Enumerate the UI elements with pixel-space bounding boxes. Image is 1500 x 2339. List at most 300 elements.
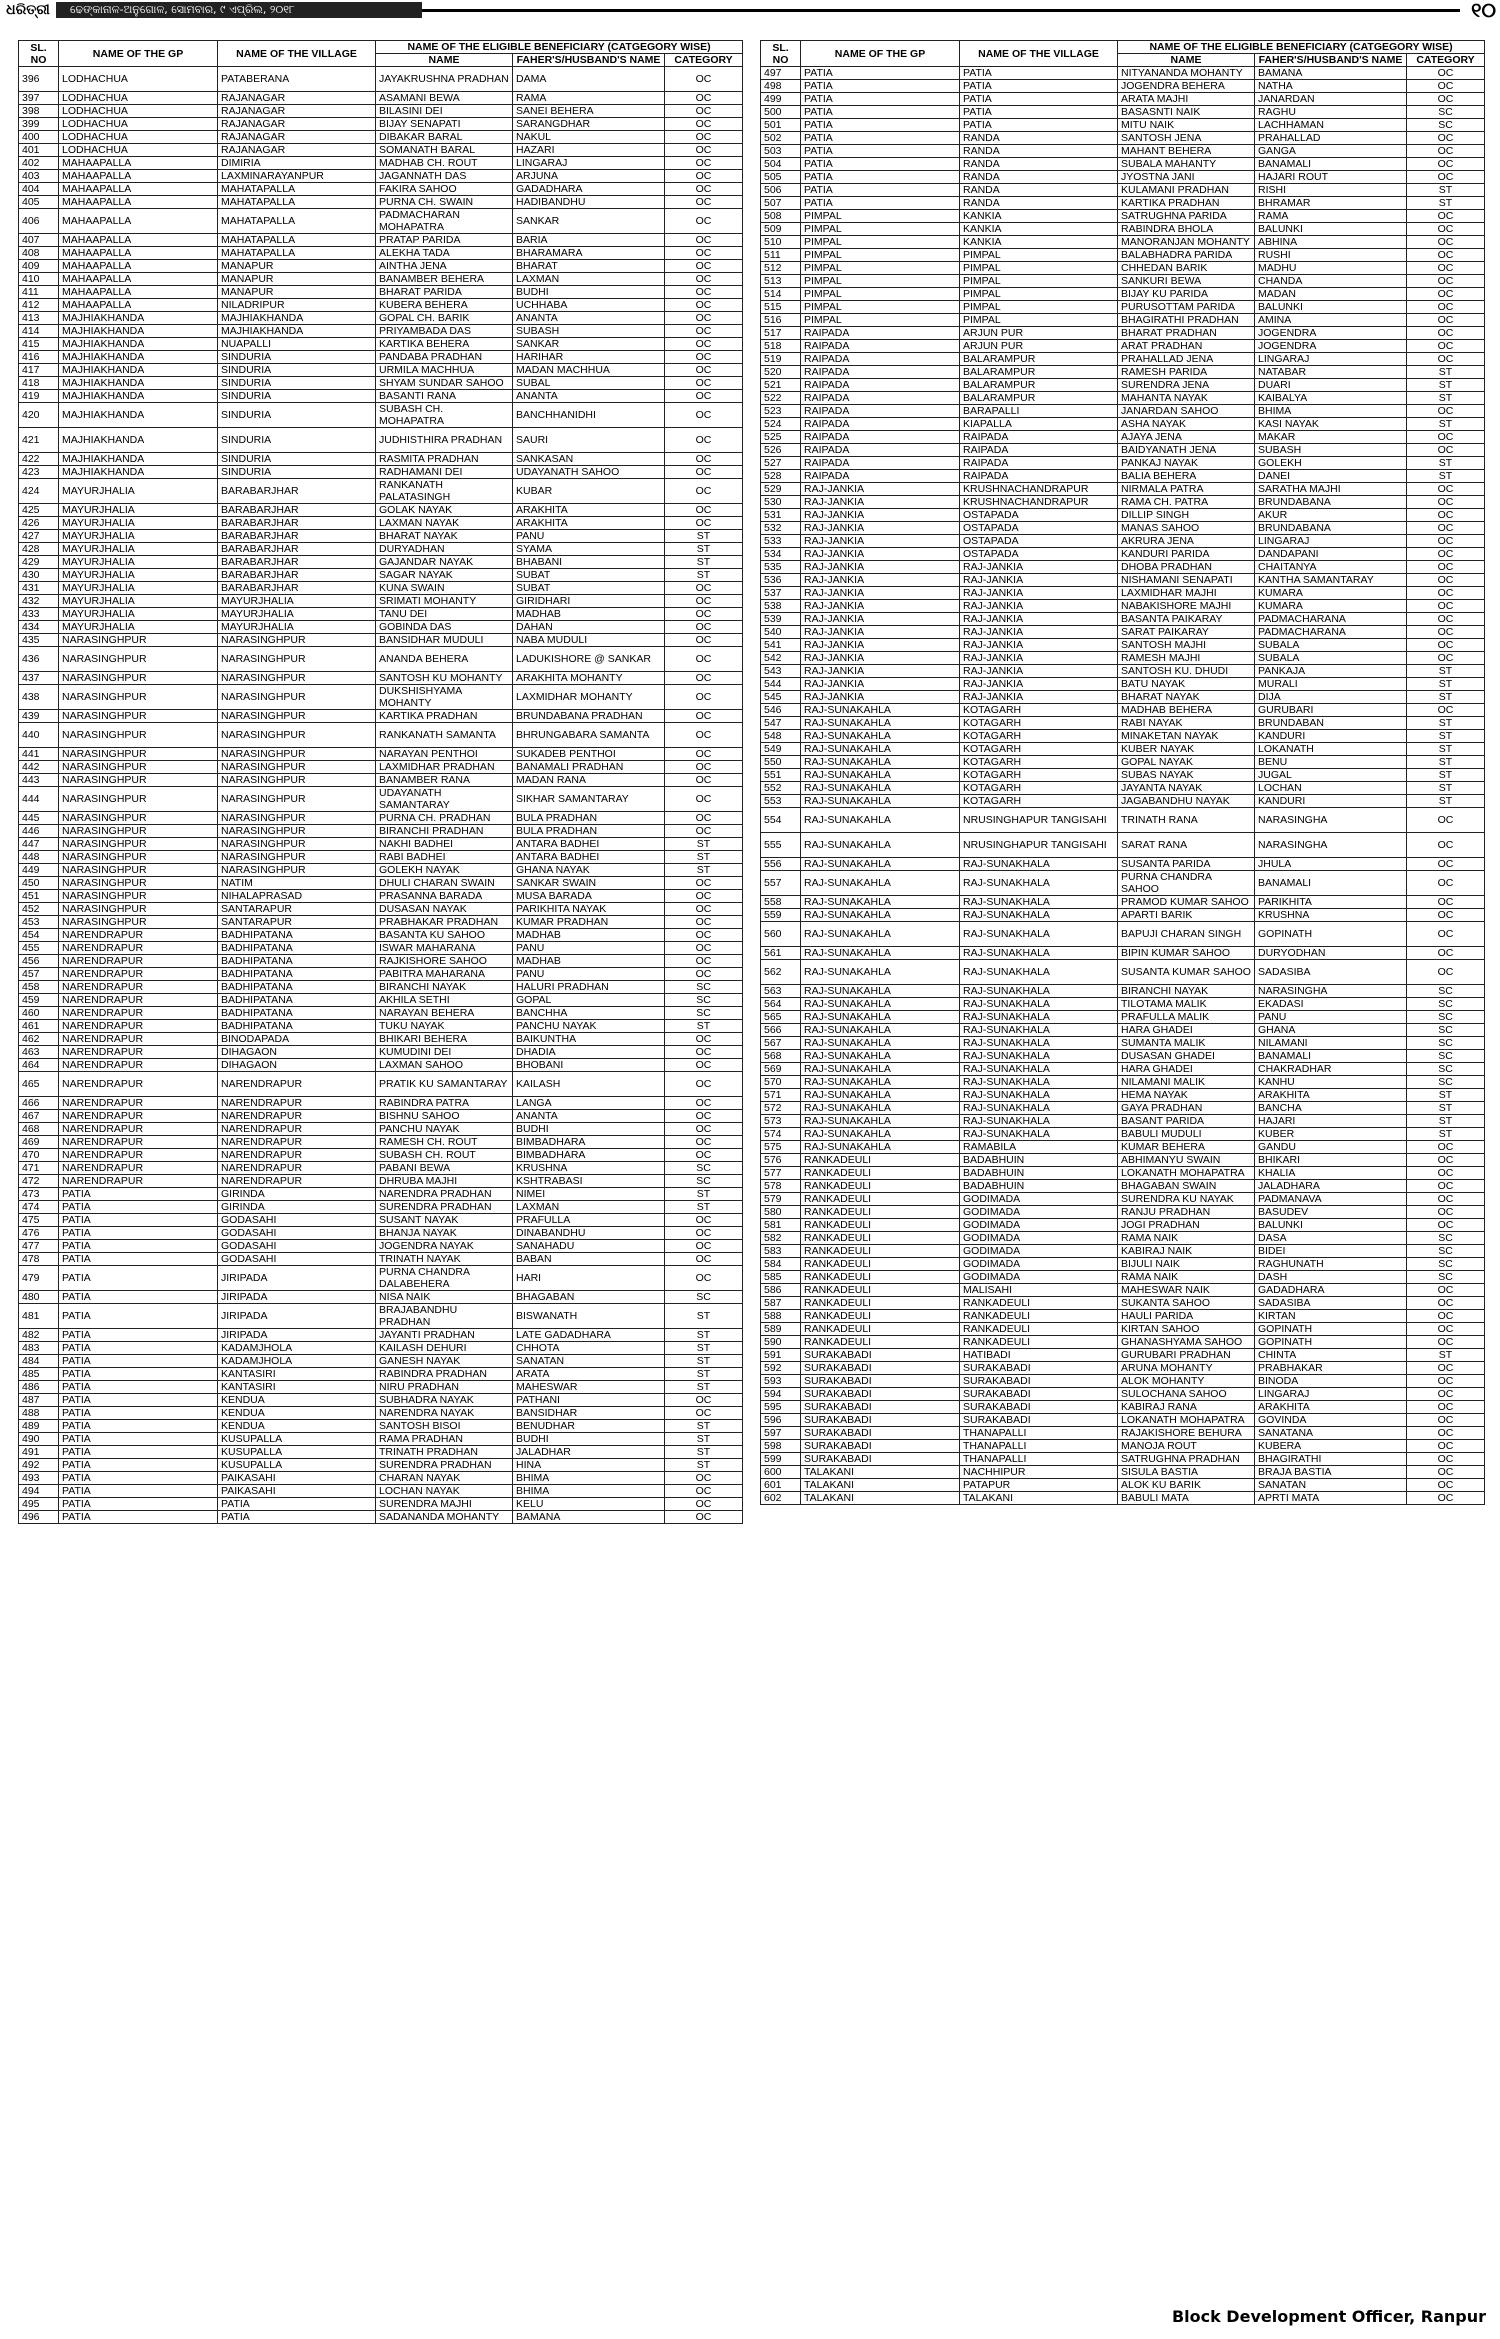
cell-sl-no: 496 <box>19 1511 59 1524</box>
cell-name: DHRUBA MAJHI <box>376 1175 513 1188</box>
cell-name: ARAT PRADHAN <box>1118 340 1255 353</box>
cell-sl-no: 417 <box>19 364 59 377</box>
cell-father-name: BRUNDABANA <box>1255 496 1407 509</box>
cell-father-name: BANCHHANIDHI <box>513 403 665 428</box>
cell-village: NARASINGHPUR <box>218 634 376 647</box>
cell-village: NARASINGHPUR <box>218 787 376 812</box>
cell-category: OC <box>665 504 743 517</box>
cell-village: RAJ-JANKIA <box>960 574 1118 587</box>
cell-father-name: PANKAJA <box>1255 665 1407 678</box>
cell-gp: RAIPADA <box>801 327 960 340</box>
cell-gp: PATIA <box>801 80 960 93</box>
cell-category: OC <box>665 247 743 260</box>
cell-father-name: BUDHI <box>513 1433 665 1446</box>
cell-village: MAYURJHALIA <box>218 595 376 608</box>
cell-category: OC <box>1407 947 1485 960</box>
cell-gp: NARASINGHPUR <box>59 723 218 748</box>
cell-sl-no: 566 <box>761 1024 801 1037</box>
cell-sl-no: 472 <box>19 1175 59 1188</box>
table-row <box>761 236 1485 249</box>
cell-category: ST <box>1407 470 1485 483</box>
cell-sl-no: 479 <box>19 1266 59 1291</box>
cell-gp: MAYURJHALIA <box>59 582 218 595</box>
cell-sl-no: 438 <box>19 685 59 710</box>
cell-category: OC <box>665 955 743 968</box>
cell-sl-no: 425 <box>19 504 59 517</box>
cell-sl-no: 556 <box>761 858 801 871</box>
table-row <box>19 556 743 569</box>
cell-category: SC <box>1407 1024 1485 1037</box>
table-row <box>761 626 1485 639</box>
cell-village: RANKADEULI <box>960 1336 1118 1349</box>
cell-name: JUDHISTHIRA PRADHAN <box>376 428 513 453</box>
cell-sl-no: 590 <box>761 1336 801 1349</box>
cell-village: MANAPUR <box>218 286 376 299</box>
cell-sl-no: 550 <box>761 756 801 769</box>
table-row <box>761 947 1485 960</box>
table-row <box>19 890 743 903</box>
cell-father-name: SUBASH <box>1255 444 1407 457</box>
cell-category: OC <box>1407 171 1485 184</box>
table-row <box>761 717 1485 730</box>
cell-village: GODASAHI <box>218 1240 376 1253</box>
cell-village: BARABARJHAR <box>218 556 376 569</box>
cell-father-name: BIMBADHARA <box>513 1136 665 1149</box>
cell-category: ST <box>1407 665 1485 678</box>
cell-father-name: BHIMA <box>1255 405 1407 418</box>
cell-father-name: PANU <box>1255 1011 1407 1024</box>
cell-sl-no: 419 <box>19 390 59 403</box>
cell-sl-no: 561 <box>761 947 801 960</box>
cell-sl-no: 576 <box>761 1154 801 1167</box>
cell-father-name: KELU <box>513 1498 665 1511</box>
cell-gp: PATIA <box>59 1394 218 1407</box>
cell-gp: PATIA <box>801 119 960 132</box>
cell-sl-no: 516 <box>761 314 801 327</box>
cell-sl-no: 456 <box>19 955 59 968</box>
cell-village: NARENDRAPUR <box>218 1136 376 1149</box>
cell-name: SUBHADRA NAYAK <box>376 1394 513 1407</box>
cell-father-name: RISHI <box>1255 184 1407 197</box>
cell-sl-no: 573 <box>761 1115 801 1128</box>
cell-gp: MAHAAPALLA <box>59 209 218 234</box>
cell-name: DUSASAN GHADEI <box>1118 1050 1255 1063</box>
table-row <box>19 1485 743 1498</box>
cell-father-name: DIJA <box>1255 691 1407 704</box>
cell-sl-no: 463 <box>19 1046 59 1059</box>
cell-village: KANKIA <box>960 210 1118 223</box>
cell-gp: SURAKABADI <box>801 1349 960 1362</box>
cell-father-name: NAKUL <box>513 131 665 144</box>
cell-sl-no: 593 <box>761 1375 801 1388</box>
cell-village: SURAKABADI <box>960 1362 1118 1375</box>
cell-sl-no: 476 <box>19 1227 59 1240</box>
cell-category: ST <box>1407 1115 1485 1128</box>
cell-village: MAYURJHALIA <box>218 621 376 634</box>
cell-category: OC <box>665 647 743 672</box>
cell-sl-no: 527 <box>761 457 801 470</box>
table-row <box>19 364 743 377</box>
cell-sl-no: 541 <box>761 639 801 652</box>
cell-sl-no: 523 <box>761 405 801 418</box>
cell-gp: MAYURJHALIA <box>59 543 218 556</box>
cell-name: NARAYAN PENTHOI <box>376 748 513 761</box>
cell-father-name: CHANDA <box>1255 275 1407 288</box>
cell-name: SURENDRA PRADHAN <box>376 1459 513 1472</box>
cell-father-name: UCHHABA <box>513 299 665 312</box>
cell-village: GODIMADA <box>960 1193 1118 1206</box>
cell-village: PATIA <box>960 106 1118 119</box>
cell-name: SANTOSH JENA <box>1118 132 1255 145</box>
cell-village: RAIPADA <box>960 431 1118 444</box>
cell-father-name: SUBAT <box>513 582 665 595</box>
cell-category: OC <box>1407 613 1485 626</box>
cell-father-name: HARI <box>513 1266 665 1291</box>
cell-father-name: GOPINATH <box>1255 1336 1407 1349</box>
cell-father-name: BHAGIRATHI <box>1255 1453 1407 1466</box>
cell-name: SUMANTA MALIK <box>1118 1037 1255 1050</box>
cell-category: OC <box>1407 1440 1485 1453</box>
cell-gp: PATIA <box>59 1472 218 1485</box>
cell-village: RAJ-SUNAKHALA <box>960 1115 1118 1128</box>
table-row <box>19 466 743 479</box>
cell-village: BARABARJHAR <box>218 530 376 543</box>
cell-category: SC <box>1407 1076 1485 1089</box>
cell-gp: NARENDRAPUR <box>59 1097 218 1110</box>
cell-village: NARASINGHPUR <box>218 761 376 774</box>
cell-village: GODIMADA <box>960 1232 1118 1245</box>
cell-name: PANCHU NAYAK <box>376 1123 513 1136</box>
th-category: CATEGORY <box>665 54 743 67</box>
table-row <box>19 247 743 260</box>
table-row <box>19 595 743 608</box>
cell-category: OC <box>665 916 743 929</box>
cell-father-name: CHHOTA <box>513 1342 665 1355</box>
cell-category: OC <box>665 273 743 286</box>
table-row <box>19 994 743 1007</box>
cell-sl-no: 545 <box>761 691 801 704</box>
cell-village: KENDUA <box>218 1394 376 1407</box>
cell-category: OC <box>665 877 743 890</box>
cell-gp: PIMPAL <box>801 236 960 249</box>
cell-category: OC <box>1407 210 1485 223</box>
cell-village: OSTAPADA <box>960 509 1118 522</box>
cell-sl-no: 509 <box>761 223 801 236</box>
table-row <box>19 723 743 748</box>
cell-father-name: LINGARAJ <box>1255 535 1407 548</box>
cell-village: RAJ-JANKIA <box>960 600 1118 613</box>
cell-name: ARATA MAJHI <box>1118 93 1255 106</box>
cell-sl-no: 401 <box>19 144 59 157</box>
table-row <box>761 985 1485 998</box>
cell-category: ST <box>665 1329 743 1342</box>
cell-gp: MAJHIAKHANDA <box>59 466 218 479</box>
cell-father-name: KANHU <box>1255 1076 1407 1089</box>
cell-category: OC <box>665 325 743 338</box>
table-row <box>761 1336 1485 1349</box>
cell-village: OSTAPADA <box>960 548 1118 561</box>
cell-village: PIMPAL <box>960 314 1118 327</box>
cell-sl-no: 437 <box>19 672 59 685</box>
cell-father-name: PANU <box>513 942 665 955</box>
cell-category: OC <box>1407 574 1485 587</box>
cell-village: BADHIPATANA <box>218 942 376 955</box>
cell-name: ANANDA BEHERA <box>376 647 513 672</box>
cell-category: ST <box>1407 678 1485 691</box>
table-row <box>19 1110 743 1123</box>
cell-father-name: CHAITANYA <box>1255 561 1407 574</box>
cell-name: JAYAKRUSHNA PRADHAN <box>376 67 513 92</box>
table-row <box>19 1046 743 1059</box>
table-row <box>19 1498 743 1511</box>
cell-father-name: MAHESWAR <box>513 1381 665 1394</box>
cell-gp: NARASINGHPUR <box>59 685 218 710</box>
cell-sl-no: 420 <box>19 403 59 428</box>
cell-village: THANAPALLI <box>960 1427 1118 1440</box>
table-row <box>761 1453 1485 1466</box>
cell-village: RAJ-JANKIA <box>960 561 1118 574</box>
cell-sl-no: 536 <box>761 574 801 587</box>
cell-gp: PIMPAL <box>801 210 960 223</box>
cell-name: BIJAY KU PARIDA <box>1118 288 1255 301</box>
cell-gp: PATIA <box>59 1240 218 1253</box>
cell-category: SC <box>665 981 743 994</box>
table-row <box>19 1368 743 1381</box>
cell-gp: SURAKABADI <box>801 1388 960 1401</box>
cell-sl-no: 459 <box>19 994 59 1007</box>
th-village: NAME OF THE VILLAGE <box>960 41 1118 67</box>
cell-name: ALOK KU BARIK <box>1118 1479 1255 1492</box>
cell-sl-no: 512 <box>761 262 801 275</box>
cell-gp: RANKADEULI <box>801 1232 960 1245</box>
table-row <box>19 955 743 968</box>
cell-father-name: APRTI MATA <box>1255 1492 1407 1505</box>
table-row <box>19 1266 743 1291</box>
table-row <box>761 548 1485 561</box>
cell-village: DIHAGAON <box>218 1059 376 1072</box>
table-row <box>761 262 1485 275</box>
cell-gp: RAJ-JANKIA <box>801 548 960 561</box>
cell-name: DHOBA PRADHAN <box>1118 561 1255 574</box>
cell-gp: RAIPADA <box>801 470 960 483</box>
cell-category: OC <box>665 812 743 825</box>
cell-village: SINDURIA <box>218 377 376 390</box>
cell-name: UDAYANATH SAMANTARAY <box>376 787 513 812</box>
table-row <box>761 743 1485 756</box>
table-row <box>19 428 743 453</box>
cell-category: OC <box>1407 1427 1485 1440</box>
table-row <box>761 1349 1485 1362</box>
table-row <box>761 1440 1485 1453</box>
table-row <box>761 145 1485 158</box>
cell-gp: RAIPADA <box>801 431 960 444</box>
cell-village: BARABARJHAR <box>218 479 376 504</box>
cell-sl-no: 441 <box>19 748 59 761</box>
cell-name: BASANTI RANA <box>376 390 513 403</box>
cell-name: JAGANNATH DAS <box>376 170 513 183</box>
cell-father-name: LINGARAJ <box>513 157 665 170</box>
table-row <box>19 1201 743 1214</box>
cell-sl-no: 591 <box>761 1349 801 1362</box>
cell-father-name: BANSIDHAR <box>513 1407 665 1420</box>
cell-sl-no: 508 <box>761 210 801 223</box>
cell-category: ST <box>665 1020 743 1033</box>
cell-category: SC <box>1407 119 1485 132</box>
cell-gp: MAYURJHALIA <box>59 569 218 582</box>
cell-village: PATIA <box>960 119 1118 132</box>
table-row <box>761 1206 1485 1219</box>
table-row <box>19 942 743 955</box>
table-row <box>19 325 743 338</box>
cell-father-name: KAIBALYA <box>1255 392 1407 405</box>
cell-gp: MAHAAPALLA <box>59 157 218 170</box>
table-row <box>19 864 743 877</box>
cell-sl-no: 584 <box>761 1258 801 1271</box>
cell-village: PIMPAL <box>960 288 1118 301</box>
cell-sl-no: 399 <box>19 118 59 131</box>
cell-category: ST <box>665 1304 743 1329</box>
cell-gp: MAJHIAKHANDA <box>59 364 218 377</box>
cell-father-name: HALURI PRADHAN <box>513 981 665 994</box>
cell-father-name: KUBERA <box>1255 1440 1407 1453</box>
cell-village: RANDA <box>960 132 1118 145</box>
cell-sl-no: 411 <box>19 286 59 299</box>
cell-category: OC <box>665 299 743 312</box>
cell-name: RADHAMANI DEI <box>376 466 513 479</box>
table-row <box>19 1227 743 1240</box>
beneficiary-table-right <box>760 40 1485 1505</box>
cell-category: OC <box>1407 1492 1485 1505</box>
cell-village: KADAMJHOLA <box>218 1355 376 1368</box>
cell-sl-no: 511 <box>761 249 801 262</box>
cell-name: SUBASH CH. ROUT <box>376 1149 513 1162</box>
cell-sl-no: 402 <box>19 157 59 170</box>
cell-category: OC <box>1407 1466 1485 1479</box>
cell-gp: SURAKABADI <box>801 1453 960 1466</box>
cell-village: KANTASIRI <box>218 1381 376 1394</box>
table-row <box>761 509 1485 522</box>
th-name: NAME <box>1118 54 1255 67</box>
cell-village: RAJ-JANKIA <box>960 587 1118 600</box>
cell-father-name: SANATANA <box>1255 1427 1407 1440</box>
cell-village: GODASAHI <box>218 1227 376 1240</box>
table-row <box>761 691 1485 704</box>
cell-father-name: KSHTRABASI <box>513 1175 665 1188</box>
cell-village: KOTAGARH <box>960 717 1118 730</box>
cell-sl-no: 501 <box>761 119 801 132</box>
cell-father-name: PANU <box>513 530 665 543</box>
table-row <box>19 710 743 723</box>
cell-category: OC <box>1407 67 1485 80</box>
cell-sl-no: 526 <box>761 444 801 457</box>
table-row <box>761 639 1485 652</box>
cell-gp: PATIA <box>59 1459 218 1472</box>
cell-category: ST <box>1407 769 1485 782</box>
cell-father-name: BANAMALI <box>1255 158 1407 171</box>
cell-father-name: DAHAN <box>513 621 665 634</box>
cell-father-name: MADAN MACHHUA <box>513 364 665 377</box>
cell-father-name: PATHANI <box>513 1394 665 1407</box>
cell-name: ASAMANI BEWA <box>376 92 513 105</box>
cell-sl-no: 560 <box>761 922 801 947</box>
cell-sl-no: 482 <box>19 1329 59 1342</box>
cell-village: SINDURIA <box>218 466 376 479</box>
table-row <box>761 184 1485 197</box>
cell-gp: MAYURJHALIA <box>59 517 218 530</box>
cell-name: NARAYAN BEHERA <box>376 1007 513 1020</box>
cell-village: RANKADEULI <box>960 1297 1118 1310</box>
table-row <box>761 80 1485 93</box>
cell-village: RAJ-SUNAKHALA <box>960 1102 1118 1115</box>
cell-category: OC <box>1407 626 1485 639</box>
cell-name: GHANASHYAMA SAHOO <box>1118 1336 1255 1349</box>
table-row <box>19 377 743 390</box>
right-table-column <box>760 40 1484 1505</box>
cell-gp: NARASINGHPUR <box>59 864 218 877</box>
cell-name: PRABHAKAR PRADHAN <box>376 916 513 929</box>
cell-category: SC <box>665 994 743 1007</box>
cell-village: BADHIPATANA <box>218 994 376 1007</box>
cell-category: ST <box>665 556 743 569</box>
table-row <box>761 678 1485 691</box>
cell-name: AJAYA JENA <box>1118 431 1255 444</box>
cell-sl-no: 405 <box>19 196 59 209</box>
cell-gp: MAYURJHALIA <box>59 595 218 608</box>
cell-name: RAMA PRADHAN <box>376 1433 513 1446</box>
cell-name: BASANTA KU SAHOO <box>376 929 513 942</box>
cell-category: ST <box>1407 379 1485 392</box>
cell-sl-no: 598 <box>761 1440 801 1453</box>
cell-sl-no: 466 <box>19 1097 59 1110</box>
cell-village: KRUSHNACHANDRAPUR <box>960 483 1118 496</box>
table-row <box>761 1323 1485 1336</box>
table-row <box>761 896 1485 909</box>
cell-father-name: GURUBARI <box>1255 704 1407 717</box>
cell-gp: RAJ-SUNAKAHLA <box>801 1011 960 1024</box>
cell-category: OC <box>665 92 743 105</box>
cell-gp: RAJ-JANKIA <box>801 665 960 678</box>
cell-gp: NARENDRAPUR <box>59 968 218 981</box>
table-row <box>19 504 743 517</box>
cell-name: BISHNU SAHOO <box>376 1110 513 1123</box>
cell-category: ST <box>665 1433 743 1446</box>
cell-name: SATRUGHNA PRADHAN <box>1118 1453 1255 1466</box>
cell-category: SC <box>1407 1011 1485 1024</box>
cell-name: RABINDRA PRADHAN <box>376 1368 513 1381</box>
cell-gp: RAIPADA <box>801 366 960 379</box>
cell-father-name: RAMA <box>513 92 665 105</box>
cell-gp: MAJHIAKHANDA <box>59 390 218 403</box>
cell-father-name: SANKAR <box>513 338 665 351</box>
cell-gp: RANKADEULI <box>801 1323 960 1336</box>
cell-sl-no: 454 <box>19 929 59 942</box>
cell-name: KABIRAJ RANA <box>1118 1401 1255 1414</box>
cell-father-name: CHAKRADHAR <box>1255 1063 1407 1076</box>
cell-village: SURAKABADI <box>960 1388 1118 1401</box>
cell-category: OC <box>1407 145 1485 158</box>
cell-gp: MAYURJHALIA <box>59 556 218 569</box>
table-row <box>761 1388 1485 1401</box>
cell-name: MANORANJAN MOHANTY <box>1118 236 1255 249</box>
cell-name: GAYA PRADHAN <box>1118 1102 1255 1115</box>
cell-gp: PATIA <box>801 197 960 210</box>
cell-father-name: AKUR <box>1255 509 1407 522</box>
table-row <box>19 170 743 183</box>
cell-village: NARASINGHPUR <box>218 723 376 748</box>
cell-category: OC <box>1407 1284 1485 1297</box>
table-row <box>761 1050 1485 1063</box>
cell-category: OC <box>1407 896 1485 909</box>
